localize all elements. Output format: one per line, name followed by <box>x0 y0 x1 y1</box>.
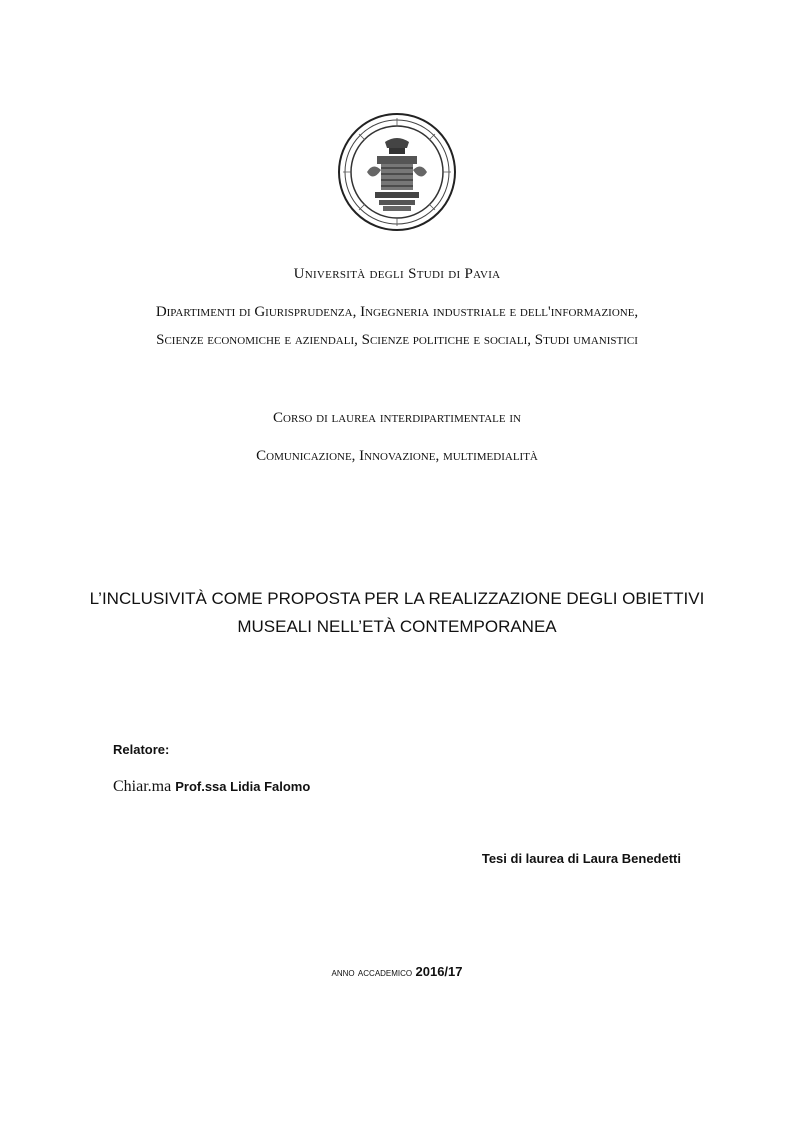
supervisor-name: Prof.ssa Lidia Falomo <box>175 779 311 794</box>
supervisor-label: Relatore: <box>113 742 170 757</box>
university-seal-icon <box>337 112 457 232</box>
university-name: Università degli Studi di Pavia <box>293 266 501 282</box>
course-line-2: Comunicazione, Innovazione, multimedialità <box>256 448 538 464</box>
thesis-author: Tesi di laurea di Laura Benedetti <box>481 851 681 866</box>
academic-year-label: anno accademico <box>331 965 413 979</box>
departments-line-1: Dipartimenti di Giurisprudenza, Ingegneria industriale e dell'informazione, <box>155 304 639 320</box>
supervisor-prefix: Chiar.ma <box>113 778 172 795</box>
academic-year <box>0 964 794 979</box>
academic-year-value: 2016/17 <box>415 964 463 979</box>
supervisor-line <box>113 778 310 796</box>
course-line-1: Corso di laurea interdipartimentale in <box>273 410 521 426</box>
thesis-title-line-2: MUSEALI NELL’ETÀ CONTEMPORANEA <box>237 617 557 636</box>
departments-line-2: Scienze economiche e aziendali, Scienze politiche e sociali, Studi umanistici <box>156 332 638 348</box>
thesis-title-line-1: L’INCLUSIVITÀ COME PROPOSTA PER LA REALIZZAZIONE DEGLI OBIETTIVI <box>89 589 705 608</box>
